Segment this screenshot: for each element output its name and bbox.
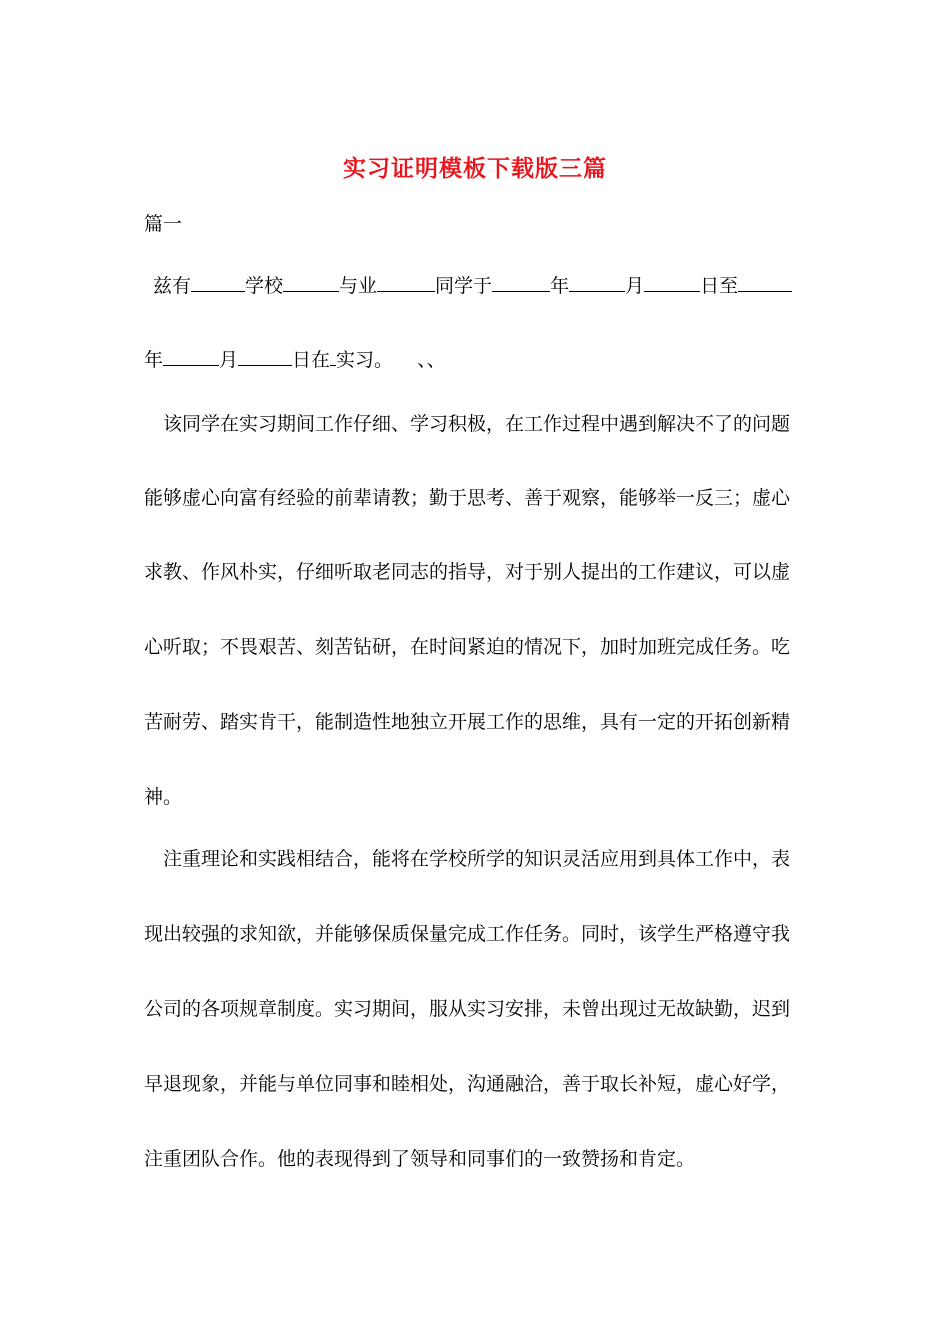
fill-blank[interactable] xyxy=(283,273,339,292)
paragraph-line: 公司的各项规章制度。实习期间，服从实习安排，未曾出现过无故缺勤，迟到 xyxy=(144,998,791,1020)
form-line-1 xyxy=(153,272,833,300)
fill-blank[interactable] xyxy=(377,273,435,292)
fill-blank[interactable] xyxy=(492,273,550,292)
form-text: 同学于 xyxy=(435,275,493,297)
document-title: 实习证明模板下载版三篇 xyxy=(343,156,607,182)
fill-blank[interactable] xyxy=(191,273,245,292)
form-text: 学校 xyxy=(245,275,284,297)
fill-blank[interactable] xyxy=(644,273,700,292)
form-text: 与业 xyxy=(339,275,378,297)
paragraph-line: 该同学在实习期间工作仔细、学习积极，在工作过程中遇到解决不了的问题 xyxy=(163,413,791,435)
form-text: 实习。 xyxy=(336,349,394,371)
form-text: 年 xyxy=(144,349,164,371)
form-text: 月 xyxy=(625,275,645,297)
paragraph-line: 神。 xyxy=(144,786,183,808)
paragraph-line: 能够虚心向富有经验的前辈请教；勤于思考、善于观察，能够举一反三；虚心 xyxy=(144,487,791,509)
form-marks: 、、 xyxy=(417,349,446,371)
paragraph-line: 注重团队合作。他的表现得到了领导和同事们的一致赞扬和肯定。 xyxy=(144,1148,696,1170)
fill-blank[interactable] xyxy=(238,347,292,366)
paragraph-line: 早退现象，并能与单位同事和睦相处，沟通融洽，善于取长补短，虚心好学， xyxy=(144,1073,791,1095)
section-label: 篇一 xyxy=(144,213,183,235)
fill-blank[interactable] xyxy=(163,347,219,366)
form-text: 日至 xyxy=(700,275,739,297)
paragraph-line: 苦耐劳、踏实肯干，能制造性地独立开展工作的思维，具有一定的开拓创新精 xyxy=(144,711,791,733)
fill-blank[interactable] xyxy=(569,273,625,292)
form-text: 日在 xyxy=(292,349,331,371)
paragraph-line: 现出较强的求知欲，并能够保质保量完成工作任务。同时，该学生严格遵守我 xyxy=(144,923,791,945)
fill-blank[interactable] xyxy=(738,273,792,292)
paragraph-line: 注重理论和实践相结合，能将在学校所学的知识灵活应用到具体工作中，表 xyxy=(163,848,791,870)
paragraph-line: 求教、作风朴实，仔细听取老同志的指导，对于别人提出的工作建议，可以虚 xyxy=(144,561,791,583)
form-line-2 xyxy=(144,346,824,374)
form-text: 兹有 xyxy=(153,275,192,297)
form-text: 月 xyxy=(219,349,239,371)
form-text: 年 xyxy=(550,275,570,297)
paragraph-line: 心听取；不畏艰苦、刻苦钻研，在时间紧迫的情况下，加时加班完成任务。吃 xyxy=(144,636,791,658)
